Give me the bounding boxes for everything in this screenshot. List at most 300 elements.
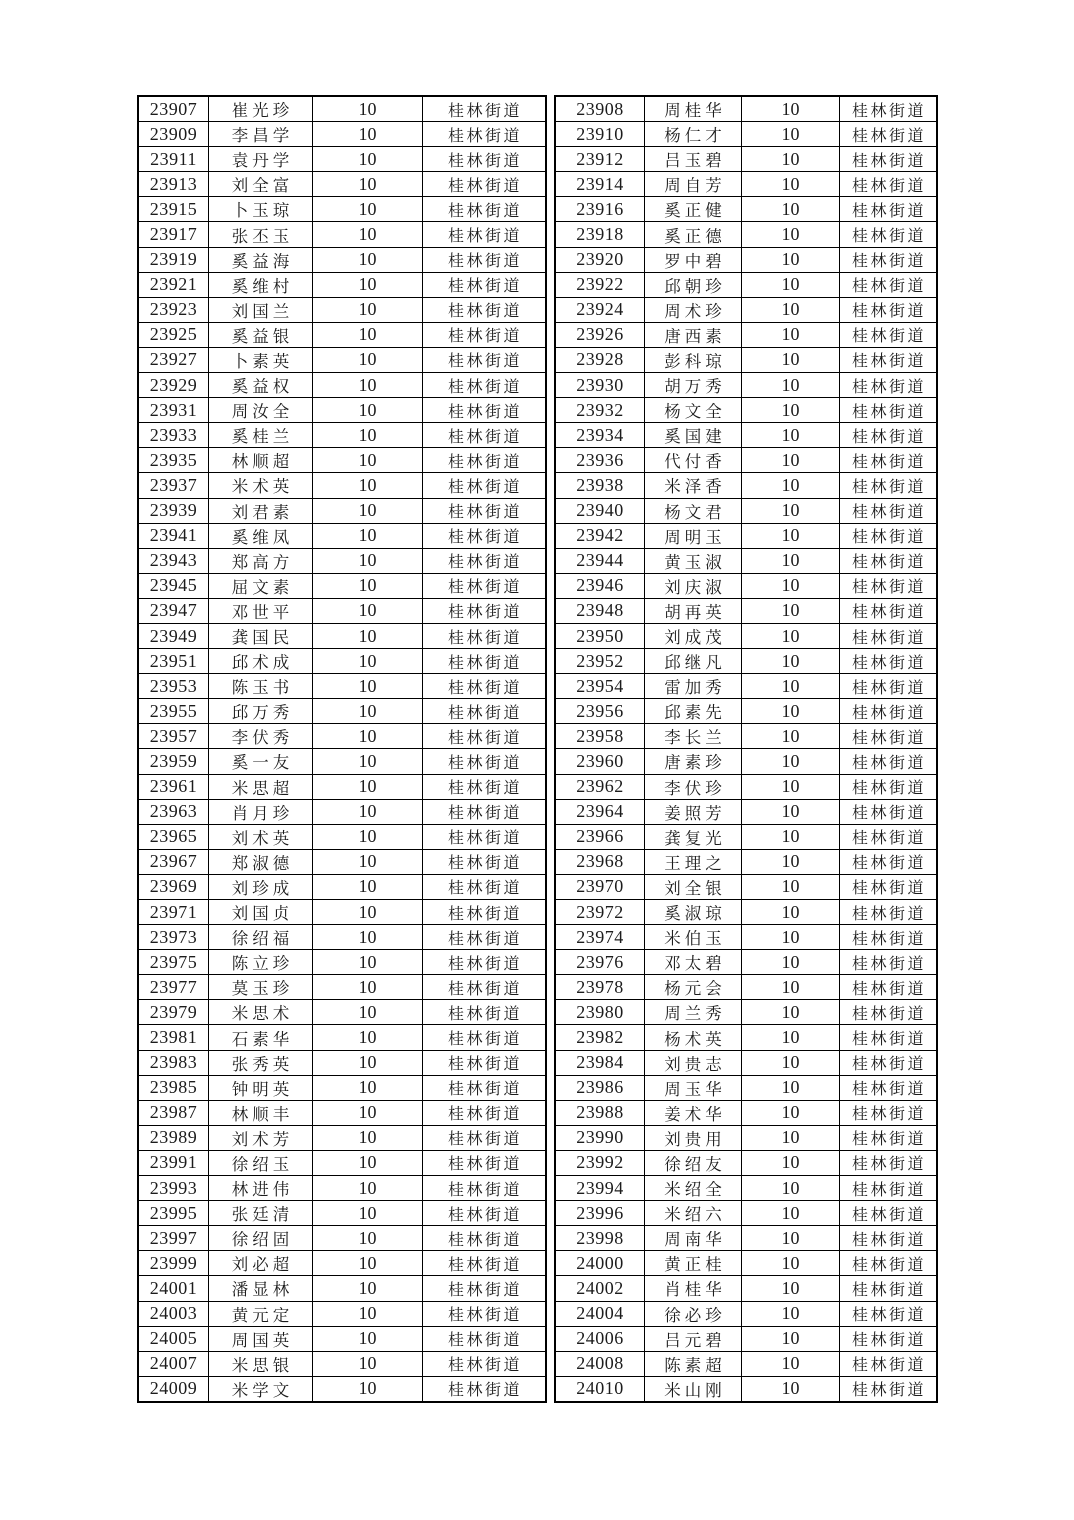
table-row	[139, 121, 545, 146]
district-cell: 桂林街道	[422, 348, 545, 372]
table-row	[556, 1125, 936, 1150]
amount-cell: 10	[312, 800, 422, 824]
person-name-cell: 邱万秀	[208, 699, 312, 723]
amount-cell: 10	[312, 1302, 422, 1326]
table-row	[556, 272, 936, 297]
serial-number-cell: 23975	[149, 951, 198, 972]
serial-number-cell: 23979	[149, 1001, 198, 1022]
district-cell: 桂林街道	[839, 448, 936, 472]
person-name-cell: 杨文全	[644, 398, 741, 422]
serial-number-cell: 23947	[149, 600, 198, 621]
table-row	[556, 623, 936, 648]
person-name-cell: 石素华	[208, 1025, 312, 1049]
person-name-cell: 李昌学	[208, 122, 312, 146]
person-name-cell: 姜术华	[644, 1101, 741, 1125]
table-row	[139, 1326, 545, 1351]
district-cell: 桂林街道	[422, 197, 545, 221]
amount-cell: 10	[741, 273, 839, 297]
serial-number-cell: 24008	[576, 1353, 624, 1374]
amount-cell: 10	[312, 423, 422, 447]
amount-cell: 10	[741, 222, 839, 246]
serial-number-cell: 23990	[576, 1127, 624, 1148]
district-cell: 桂林街道	[839, 1226, 936, 1250]
amount-cell: 10	[741, 448, 839, 472]
amount-cell: 10	[312, 900, 422, 924]
table-row	[139, 974, 545, 999]
table-row	[139, 397, 545, 422]
amount-cell: 10	[741, 624, 839, 648]
district-cell: 桂林街道	[839, 122, 936, 146]
serial-number-cell: 23939	[149, 500, 198, 521]
amount-cell: 10	[741, 1327, 839, 1351]
serial-number-cell: 23994	[576, 1177, 624, 1198]
district-cell: 桂林街道	[422, 825, 545, 849]
person-name-cell: 屈文素	[208, 574, 312, 598]
amount-cell: 10	[741, 724, 839, 748]
table-row	[139, 347, 545, 372]
table-row	[139, 498, 545, 523]
person-name-cell: 杨文君	[644, 499, 741, 523]
amount-cell: 10	[312, 975, 422, 999]
person-name-cell: 刘珍成	[208, 875, 312, 899]
amount-cell: 10	[741, 800, 839, 824]
person-name-cell: 刘贵用	[644, 1126, 741, 1150]
serial-number-cell: 23911	[150, 148, 197, 169]
person-name-cell: 周桂华	[644, 97, 741, 121]
amount-cell: 10	[312, 699, 422, 723]
serial-number-cell: 23983	[149, 1052, 198, 1073]
amount-cell: 10	[741, 699, 839, 723]
person-name-cell: 吕元碧	[644, 1327, 741, 1351]
person-name-cell: 黄正桂	[644, 1251, 741, 1275]
serial-number-cell: 23923	[149, 299, 198, 320]
district-cell: 桂林街道	[839, 875, 936, 899]
district-cell: 桂林街道	[422, 1176, 545, 1200]
person-name-cell: 唐西素	[644, 323, 741, 347]
serial-number-cell: 23912	[576, 148, 624, 169]
person-name-cell: 卜素英	[208, 348, 312, 372]
person-name-cell: 杨仁才	[644, 122, 741, 146]
person-name-cell: 徐绍固	[208, 1226, 312, 1250]
amount-cell: 10	[741, 1025, 839, 1049]
serial-number-cell: 23910	[576, 123, 624, 144]
amount-cell: 10	[312, 273, 422, 297]
serial-number-cell: 23937	[149, 474, 198, 495]
person-name-cell: 米学文	[208, 1377, 312, 1401]
serial-number-cell: 23997	[149, 1227, 198, 1248]
person-name-cell: 刘庆淑	[644, 574, 741, 598]
district-cell: 桂林街道	[422, 1076, 545, 1100]
amount-cell: 10	[312, 248, 422, 272]
table-row	[556, 1150, 936, 1175]
amount-cell: 10	[741, 524, 839, 548]
district-cell: 桂林街道	[839, 1000, 936, 1024]
district-cell: 桂林街道	[839, 1251, 936, 1275]
amount-cell: 10	[741, 549, 839, 573]
serial-number-cell: 23926	[576, 324, 624, 345]
amount-cell: 10	[312, 473, 422, 497]
person-name-cell: 刘国兰	[208, 298, 312, 322]
amount-cell: 10	[741, 649, 839, 673]
person-name-cell: 邱朝珍	[644, 273, 741, 297]
person-name-cell: 刘术芳	[208, 1126, 312, 1150]
district-cell: 桂林街道	[422, 574, 545, 598]
amount-cell: 10	[741, 950, 839, 974]
amount-cell: 10	[741, 398, 839, 422]
serial-number-cell: 24007	[149, 1353, 198, 1374]
serial-number-cell: 23989	[149, 1127, 198, 1148]
serial-number-cell: 24002	[576, 1277, 624, 1298]
table-row	[139, 1301, 545, 1326]
district-cell: 桂林街道	[839, 699, 936, 723]
district-cell: 桂林街道	[422, 1051, 545, 1075]
serial-number-cell: 23956	[576, 700, 624, 721]
district-cell: 桂林街道	[422, 499, 545, 523]
district-cell: 桂林街道	[422, 1302, 545, 1326]
person-name-cell: 龚国民	[208, 624, 312, 648]
district-cell: 桂林街道	[839, 724, 936, 748]
serial-number-cell: 23930	[576, 374, 624, 395]
amount-cell: 10	[741, 323, 839, 347]
serial-number-cell: 23944	[576, 550, 624, 571]
table-row	[556, 196, 936, 221]
district-cell: 桂林街道	[839, 574, 936, 598]
district-cell: 桂林街道	[839, 1377, 936, 1401]
person-name-cell: 周汝全	[208, 398, 312, 422]
person-name-cell: 米伯玉	[644, 925, 741, 949]
district-cell: 桂林街道	[422, 1025, 545, 1049]
serial-number-cell: 23931	[149, 399, 198, 420]
person-name-cell: 刘全富	[208, 172, 312, 196]
person-name-cell: 米思术	[208, 1000, 312, 1024]
district-cell: 桂林街道	[839, 925, 936, 949]
district-cell: 桂林街道	[839, 1176, 936, 1200]
amount-cell: 10	[312, 97, 422, 121]
serial-number-cell: 23974	[576, 926, 624, 947]
person-name-cell: 刘君素	[208, 499, 312, 523]
serial-number-cell: 23959	[149, 750, 198, 771]
person-name-cell: 刘术英	[208, 825, 312, 849]
serial-number-cell: 23967	[149, 851, 198, 872]
district-cell: 桂林街道	[422, 1126, 545, 1150]
amount-cell: 10	[741, 1276, 839, 1300]
amount-cell: 10	[312, 1352, 422, 1376]
serial-number-cell: 23987	[149, 1102, 198, 1123]
amount-cell: 10	[312, 122, 422, 146]
district-cell: 桂林街道	[839, 473, 936, 497]
district-cell: 桂林街道	[422, 298, 545, 322]
serial-number-cell: 23921	[149, 274, 198, 295]
person-name-cell: 张廷清	[208, 1201, 312, 1225]
amount-cell: 10	[312, 373, 422, 397]
serial-number-cell: 23969	[149, 876, 198, 897]
person-name-cell: 胡万秀	[644, 373, 741, 397]
table-row	[556, 849, 936, 874]
person-name-cell: 潘显林	[208, 1276, 312, 1300]
district-cell: 桂林街道	[422, 925, 545, 949]
person-name-cell: 邱术成	[208, 649, 312, 673]
person-name-cell: 雷加秀	[644, 674, 741, 698]
person-name-cell: 林顺超	[208, 448, 312, 472]
amount-cell: 10	[312, 1076, 422, 1100]
serial-number-cell: 23960	[576, 750, 624, 771]
table-row	[139, 673, 545, 698]
district-cell: 桂林街道	[422, 649, 545, 673]
person-name-cell: 龚复光	[644, 825, 741, 849]
person-name-cell: 周自芳	[644, 172, 741, 196]
amount-cell: 10	[741, 147, 839, 171]
amount-cell: 10	[312, 524, 422, 548]
amount-cell: 10	[741, 473, 839, 497]
person-name-cell: 奚一友	[208, 749, 312, 773]
district-cell: 桂林街道	[839, 749, 936, 773]
table-row	[556, 1376, 936, 1401]
table-row	[139, 221, 545, 246]
person-name-cell: 杨元会	[644, 975, 741, 999]
person-name-cell: 唐素珍	[644, 749, 741, 773]
table-row	[556, 1250, 936, 1275]
district-cell: 桂林街道	[839, 1327, 936, 1351]
amount-cell: 10	[312, 925, 422, 949]
table-row	[139, 247, 545, 272]
person-name-cell: 李长兰	[644, 724, 741, 748]
amount-cell: 10	[312, 825, 422, 849]
table-row	[139, 97, 545, 121]
amount-cell: 10	[312, 599, 422, 623]
amount-cell: 10	[741, 1377, 839, 1401]
district-cell: 桂林街道	[422, 549, 545, 573]
person-name-cell: 崔光珍	[208, 97, 312, 121]
serial-number-cell: 23920	[576, 249, 624, 270]
amount-cell: 10	[741, 248, 839, 272]
district-cell: 桂林街道	[839, 649, 936, 673]
table-row	[556, 949, 936, 974]
amount-cell: 10	[741, 975, 839, 999]
district-cell: 桂林街道	[422, 800, 545, 824]
person-name-cell: 徐绍福	[208, 925, 312, 949]
table-row	[556, 498, 936, 523]
table-row	[556, 297, 936, 322]
district-cell: 桂林街道	[839, 950, 936, 974]
table-row	[139, 1075, 545, 1100]
serial-number-cell: 23935	[149, 449, 198, 470]
district-cell: 桂林街道	[422, 97, 545, 121]
person-name-cell: 邱素先	[644, 699, 741, 723]
district-cell: 桂林街道	[839, 674, 936, 698]
person-name-cell: 奚淑琼	[644, 900, 741, 924]
district-cell: 桂林街道	[422, 423, 545, 447]
table-row	[139, 824, 545, 849]
serial-number-cell: 23953	[149, 675, 198, 696]
table-row	[139, 1175, 545, 1200]
district-cell: 桂林街道	[839, 975, 936, 999]
person-name-cell: 奚益权	[208, 373, 312, 397]
person-name-cell: 刘成茂	[644, 624, 741, 648]
roster-table-right	[554, 95, 938, 1403]
amount-cell: 10	[312, 222, 422, 246]
serial-number-cell: 23986	[576, 1077, 624, 1098]
district-cell: 桂林街道	[422, 1352, 545, 1376]
serial-number-cell: 23963	[149, 801, 198, 822]
serial-number-cell: 23988	[576, 1102, 624, 1123]
table-row	[556, 247, 936, 272]
amount-cell: 10	[741, 499, 839, 523]
district-cell: 桂林街道	[422, 599, 545, 623]
amount-cell: 10	[312, 649, 422, 673]
table-row	[556, 347, 936, 372]
amount-cell: 10	[741, 825, 839, 849]
person-name-cell: 周玉华	[644, 1076, 741, 1100]
person-name-cell: 陈立珍	[208, 950, 312, 974]
table-row	[556, 799, 936, 824]
serial-number-cell: 23993	[149, 1177, 198, 1198]
table-row	[556, 1024, 936, 1049]
person-name-cell: 代付香	[644, 448, 741, 472]
table-row	[139, 799, 545, 824]
serial-number-cell: 23952	[576, 650, 624, 671]
table-row	[556, 598, 936, 623]
table-row	[139, 899, 545, 924]
amount-cell: 10	[741, 775, 839, 799]
district-cell: 桂林街道	[422, 724, 545, 748]
person-name-cell: 徐绍友	[644, 1151, 741, 1175]
person-name-cell: 刘全银	[644, 875, 741, 899]
amount-cell: 10	[741, 1352, 839, 1376]
person-name-cell: 肖月珍	[208, 800, 312, 824]
district-cell: 桂林街道	[839, 147, 936, 171]
district-cell: 桂林街道	[422, 448, 545, 472]
district-cell: 桂林街道	[839, 273, 936, 297]
table-row	[556, 774, 936, 799]
person-name-cell: 王理之	[644, 850, 741, 874]
person-name-cell: 郑高方	[208, 549, 312, 573]
serial-number-cell: 23991	[149, 1152, 198, 1173]
district-cell: 桂林街道	[422, 398, 545, 422]
district-cell: 桂林街道	[839, 1101, 936, 1125]
table-row	[139, 1150, 545, 1175]
person-name-cell: 卜玉琼	[208, 197, 312, 221]
table-row	[139, 171, 545, 196]
table-row	[139, 949, 545, 974]
table-row	[556, 1301, 936, 1326]
serial-number-cell: 23982	[576, 1027, 624, 1048]
table-row	[139, 698, 545, 723]
serial-number-cell: 23995	[149, 1202, 198, 1223]
serial-number-cell: 23962	[576, 776, 624, 797]
serial-number-cell: 24000	[576, 1252, 624, 1273]
district-cell: 桂林街道	[839, 97, 936, 121]
person-name-cell: 陈素超	[644, 1352, 741, 1376]
table-row	[556, 824, 936, 849]
district-cell: 桂林街道	[839, 423, 936, 447]
table-row	[139, 196, 545, 221]
table-row	[556, 97, 936, 121]
table-row	[139, 1125, 545, 1150]
serial-number-cell: 23915	[149, 198, 198, 219]
table-row	[139, 1275, 545, 1300]
table-row	[139, 1250, 545, 1275]
person-name-cell: 钟明英	[208, 1076, 312, 1100]
table-row	[139, 447, 545, 472]
person-name-cell: 徐必珍	[644, 1302, 741, 1326]
district-cell: 桂林街道	[839, 1276, 936, 1300]
amount-cell: 10	[741, 674, 839, 698]
serial-number-cell: 23908	[576, 98, 624, 119]
amount-cell: 10	[312, 1151, 422, 1175]
amount-cell: 10	[312, 323, 422, 347]
serial-number-cell: 23999	[149, 1252, 198, 1273]
serial-number-cell: 24005	[149, 1328, 198, 1349]
person-name-cell: 胡再英	[644, 599, 741, 623]
amount-cell: 10	[741, 1101, 839, 1125]
table-row	[556, 899, 936, 924]
serial-number-cell: 23950	[576, 625, 624, 646]
person-name-cell: 陈玉书	[208, 674, 312, 698]
serial-number-cell: 24001	[149, 1277, 198, 1298]
amount-cell: 10	[741, 1201, 839, 1225]
district-cell: 桂林街道	[422, 172, 545, 196]
district-cell: 桂林街道	[422, 950, 545, 974]
amount-cell: 10	[312, 624, 422, 648]
person-name-cell: 奚维村	[208, 273, 312, 297]
amount-cell: 10	[741, 348, 839, 372]
amount-cell: 10	[741, 925, 839, 949]
table-row	[556, 1326, 936, 1351]
district-cell: 桂林街道	[839, 524, 936, 548]
serial-number-cell: 23976	[576, 951, 624, 972]
district-cell: 桂林街道	[839, 1201, 936, 1225]
table-row	[556, 221, 936, 246]
serial-number-cell: 23985	[149, 1077, 198, 1098]
table-row	[139, 874, 545, 899]
table-row	[139, 146, 545, 171]
person-name-cell: 米山刚	[644, 1377, 741, 1401]
amount-cell: 10	[312, 775, 422, 799]
table-row	[556, 999, 936, 1024]
amount-cell: 10	[312, 950, 422, 974]
serial-number-cell: 23940	[576, 500, 624, 521]
amount-cell: 10	[312, 875, 422, 899]
table-row	[556, 723, 936, 748]
district-cell: 桂林街道	[839, 825, 936, 849]
amount-cell: 10	[312, 1251, 422, 1275]
person-name-cell: 李伏珍	[644, 775, 741, 799]
person-name-cell: 林顺丰	[208, 1101, 312, 1125]
table-row	[139, 999, 545, 1024]
table-row	[139, 774, 545, 799]
serial-number-cell: 24004	[576, 1303, 624, 1324]
district-cell: 桂林街道	[422, 373, 545, 397]
serial-number-cell: 24009	[149, 1378, 198, 1399]
serial-number-cell: 23961	[149, 776, 198, 797]
person-name-cell: 郑淑德	[208, 850, 312, 874]
person-name-cell: 张丕玉	[208, 222, 312, 246]
amount-cell: 10	[741, 122, 839, 146]
person-name-cell: 奚正德	[644, 222, 741, 246]
table-row	[139, 523, 545, 548]
district-cell: 桂林街道	[422, 900, 545, 924]
amount-cell: 10	[741, 875, 839, 899]
serial-number-cell: 23942	[576, 525, 624, 546]
serial-number-cell: 23941	[149, 525, 198, 546]
district-cell: 桂林街道	[422, 323, 545, 347]
table-row	[556, 1275, 936, 1300]
amount-cell: 10	[741, 1226, 839, 1250]
amount-cell: 10	[741, 172, 839, 196]
district-cell: 桂林街道	[839, 373, 936, 397]
person-name-cell: 周兰秀	[644, 1000, 741, 1024]
amount-cell: 10	[312, 1327, 422, 1351]
